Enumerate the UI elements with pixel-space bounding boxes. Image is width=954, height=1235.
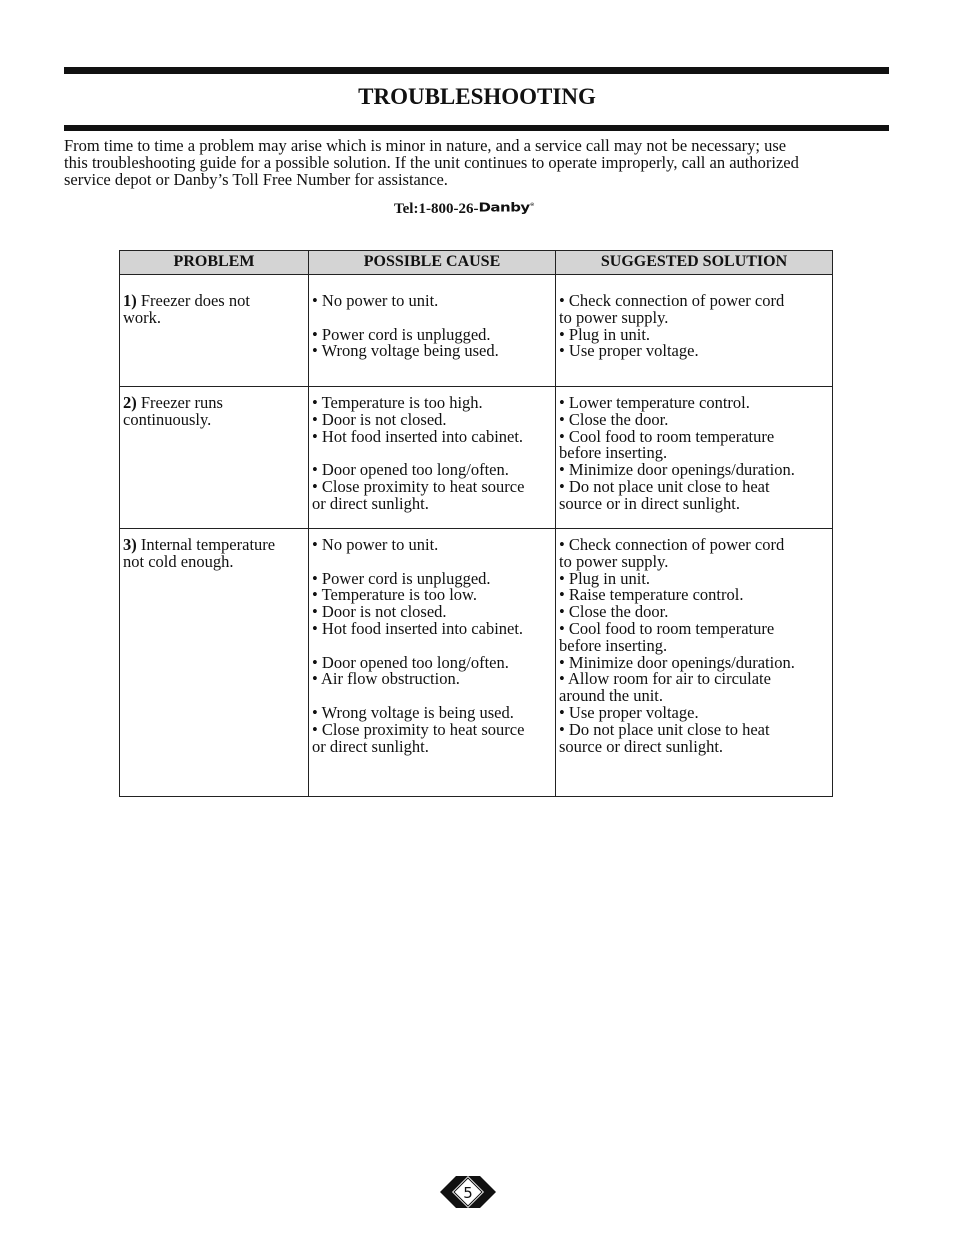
cause-cell bbox=[309, 387, 556, 529]
cell-line: • Power cord is unplugged. bbox=[312, 324, 491, 344]
cell-line: • Do not place unit close to heat bbox=[559, 719, 770, 739]
cell-line: • Door is not closed. bbox=[312, 602, 447, 622]
cell-line: to power supply. bbox=[559, 551, 669, 571]
problem-text: Freezer does not bbox=[136, 291, 250, 310]
table-header bbox=[120, 251, 833, 275]
intro-line: From time to time a problem may arise which is minor in nature, and a service call may not be necessary; use bbox=[64, 136, 787, 155]
cell-line: or direct sunlight. bbox=[312, 736, 429, 756]
cell-line: before inserting. bbox=[559, 635, 668, 655]
cell-line: or direct sunlight. bbox=[312, 493, 429, 513]
cell-line: to power supply. bbox=[559, 307, 669, 327]
page-title: TROUBLESHOOTING bbox=[358, 84, 596, 109]
top-rule bbox=[64, 67, 889, 74]
cell-line: • Temperature is too low. bbox=[312, 585, 477, 605]
cell-line: source or direct sunlight. bbox=[559, 736, 724, 756]
intro-paragraph bbox=[64, 137, 890, 188]
danby-logo: Danby® bbox=[478, 199, 535, 215]
header-cause: POSSIBLE CAUSE bbox=[309, 251, 556, 275]
cell-line: • Allow room for air to circulate bbox=[559, 669, 771, 689]
cause-cell bbox=[309, 275, 556, 387]
phone-number bbox=[394, 201, 534, 218]
cell-line: • Close proximity to heat source bbox=[312, 476, 525, 496]
cell-line: • Wrong voltage being used. bbox=[312, 341, 499, 361]
table-row bbox=[120, 275, 833, 387]
header-problem: PROBLEM bbox=[120, 251, 309, 275]
problem-number: 2) bbox=[123, 393, 137, 412]
cell-line: • No power to unit. bbox=[312, 535, 439, 554]
cell-line: • Raise temperature control. bbox=[559, 585, 744, 605]
cell-line: • Cool food to room temperature bbox=[559, 426, 775, 446]
tel-text: Tel:1-800-26- bbox=[394, 201, 479, 217]
cell-line: • Use proper voltage. bbox=[559, 702, 699, 722]
cell-line: • Plug in unit. bbox=[559, 568, 651, 588]
cell-line: • Wrong voltage is being used. bbox=[312, 702, 514, 722]
cell-line: • Minimize door openings/duration. bbox=[559, 460, 795, 480]
cell-line: • Plug in unit. bbox=[559, 324, 651, 344]
cell-line: • Check connection of power cord bbox=[559, 291, 785, 310]
solution-cell bbox=[556, 387, 833, 529]
cell-line: continuously. bbox=[123, 409, 212, 429]
table-row bbox=[120, 529, 833, 797]
cell-line: not cold enough. bbox=[123, 551, 234, 571]
solution-cell bbox=[556, 275, 833, 387]
cell-line: • Door opened too long/often. bbox=[312, 652, 509, 672]
problem-number: 3) bbox=[123, 535, 137, 554]
intro-line: service depot or Danby’s Toll Free Number for assistance. bbox=[64, 170, 448, 189]
header-solution: SUGGESTED SOLUTION bbox=[556, 251, 833, 275]
cell-line: • Minimize door openings/duration. bbox=[559, 652, 795, 672]
cell-line: • No power to unit. bbox=[312, 291, 439, 310]
cell-line: source or in direct sunlight. bbox=[559, 493, 741, 513]
cell-line: • Hot food inserted into cabinet. bbox=[312, 426, 524, 446]
page-number: 5 bbox=[463, 1184, 473, 1202]
cell-line: around the unit. bbox=[559, 686, 664, 706]
page-number-badge bbox=[438, 1172, 498, 1212]
cell-line: • Use proper voltage. bbox=[559, 341, 699, 361]
cell-line: • Close the door. bbox=[559, 602, 669, 622]
cell-line: • Cool food to room temperature bbox=[559, 618, 775, 638]
cell-line: • Air flow obstruction. bbox=[312, 669, 460, 689]
troubleshooting-table bbox=[119, 250, 833, 797]
cell-line: • Power cord is unplugged. bbox=[312, 568, 491, 588]
cell-line: work. bbox=[123, 307, 162, 327]
cell-line: before inserting. bbox=[559, 443, 668, 463]
cell-line: • Close the door. bbox=[559, 409, 669, 429]
cell-line: • Close proximity to heat source bbox=[312, 719, 525, 739]
table-row bbox=[120, 387, 833, 529]
title-rule bbox=[64, 125, 889, 131]
cell-line: • Door is not closed. bbox=[312, 409, 447, 429]
cell-line: • Hot food inserted into cabinet. bbox=[312, 618, 524, 638]
cell-line: • Lower temperature control. bbox=[559, 393, 750, 412]
cell-line: • Temperature is too high. bbox=[312, 393, 483, 412]
cause-cell bbox=[309, 529, 556, 797]
problem-text: Internal temperature bbox=[136, 535, 276, 554]
cell-line: • Door opened too long/often. bbox=[312, 460, 509, 480]
problem-cell bbox=[120, 529, 309, 797]
problem-number: 1) bbox=[123, 291, 137, 310]
intro-line: this troubleshooting guide for a possible solution. If the unit continues to operate improperly, call an authorized bbox=[64, 153, 799, 172]
cell-line: • Do not place unit close to heat bbox=[559, 476, 770, 496]
problem-cell bbox=[120, 387, 309, 529]
problem-cell bbox=[120, 275, 309, 387]
solution-cell bbox=[556, 529, 833, 797]
problem-text: Freezer runs bbox=[136, 393, 223, 412]
cell-line: • Check connection of power cord bbox=[559, 535, 785, 554]
